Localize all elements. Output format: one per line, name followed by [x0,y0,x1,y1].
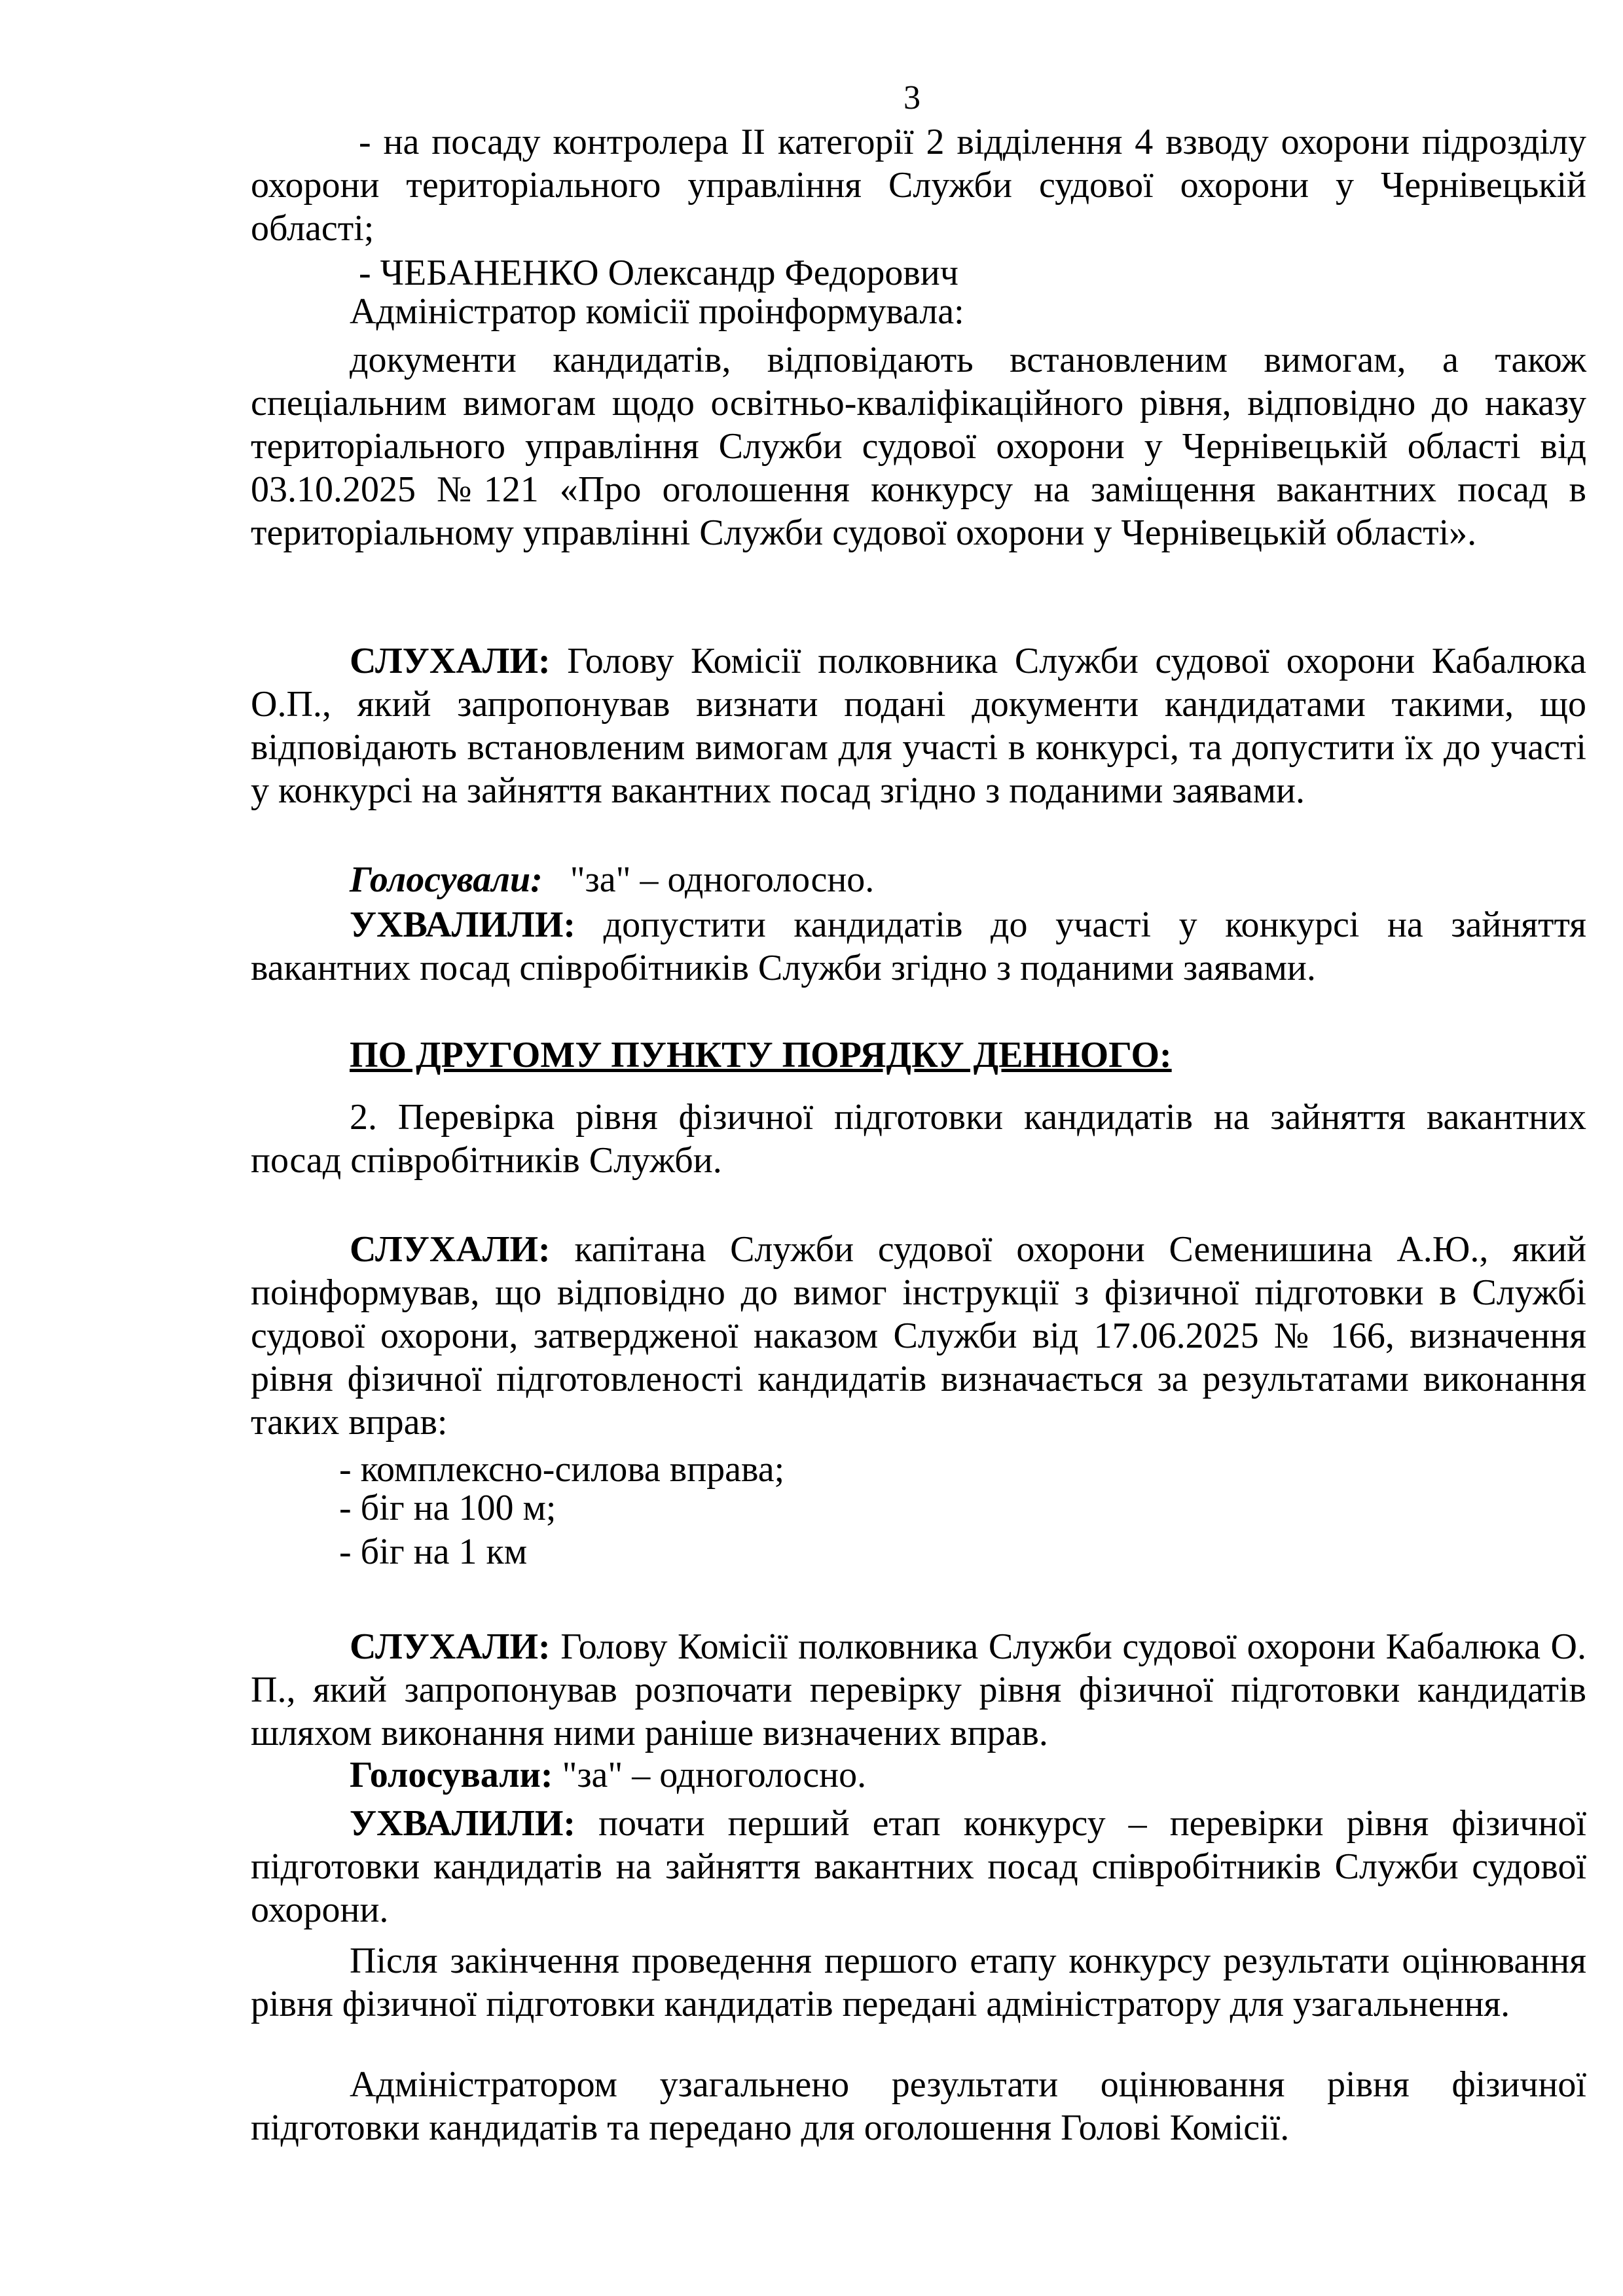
heard-label: СЛУХАЛИ: [350,641,551,681]
admin-informed: Адміністратор комісії проінформувала: [350,291,964,332]
heard-text: Голову Комісії полковника Служби судової охорони Кабалюка О.П., який запропонував визнати подані документи кандидатами такими, що відповідають встановленим вимогам для участі в конкурсі, та допустити їх до участі у конкурсі на зайняття вакантних посад згідно з поданими заявами. [251,641,1586,811]
heard-text: Голову Комісії полковника Служби судової охорони Кабалюка О. П., який запропонував розпочати перевірку рівня фізичної підготовки кандидатів шляхом виконання ними раніше визначених вправ. [251,1626,1586,1753]
resolved-label: УХВАЛИЛИ: [350,905,576,945]
resolved-text: допустити кандидатів до участі у конкурсі на зайняття вакантних посад співробітників Служби згідно з поданими заявами. [251,905,1586,988]
after-stage-paragraph: Після закінчення проведення першого етапу конкурсу результати оцінювання рівня фізичної підготовки кандидатів передані адміністратору для узагальнення. [251,1941,1586,2024]
exercise-item: - комплексно-силова вправа; [339,1449,785,1490]
voted-text: "за" – одноголосно. [553,1755,867,1795]
heard-paragraph-2 [251,1228,1586,1444]
voted-paragraph-2 [251,1753,1586,1797]
heard-paragraph-1 [251,639,1586,812]
voted-text: "за" – одноголосно. [542,859,875,900]
documents-paragraph: документи кандидатів, відповідають встановленим вимогам, а також спеціальним вимогам щодо освітньо-кваліфікаційного рівня, відповідно до наказу територіального управління Служби судової охорони у Чернівецькій області від 03.10.2025 №121 «Про оголошення конкурсу на заміщення вакантних посад в територіальному управлінні Служби судової охорони у Чернівецькій області». [251,340,1586,553]
voted-label: Голосували: [350,859,543,900]
heard-text: капітана Служби судової охорони Семенишина А.Ю., який поінформував, що відповідно до вимог інструкції з фізичної підготовки в Службі судової охорони, затвердженої наказом Служби від 17.06.2025 № 166, визначення рівня фізичної підготовленості кандидатів визначається за результатами виконання таких вправ: [251,1229,1586,1443]
candidate-position-item: - на посаду контролера ІІ категорії 2 відділення 4 взводу охорони підрозділу охорони територіального управління Служби судової охорони у Чернівецькій області; [251,122,1586,249]
voted-paragraph-1 [251,858,1586,901]
resolved-text: почати перший етап конкурсу – перевірки рівня фізичної підготовки кандидатів на зайняття вакантних посад співробітників Служби судової охорони. [251,1803,1586,1930]
page-number: 3 [903,79,921,117]
voted-label: Голосували: [350,1755,553,1795]
agenda-item-2: 2. Перевірка рівня фізичної підготовки кандидатів на зайняття вакантних посад співробітників Служби. [251,1097,1586,1181]
heard-label: СЛУХАЛИ: [350,1229,551,1270]
resolved-label: УХВАЛИЛИ: [350,1803,576,1844]
exercise-item: - біг на 1 км [339,1532,528,1572]
heard-paragraph-3 [251,1625,1586,1755]
admin-summary-paragraph: Адміністратором узагальнено результати оцінювання рівня фізичної підготовки кандидатів та передано для оголошення Голові Комісії. [251,2064,1586,2148]
resolved-paragraph-1 [251,903,1586,990]
candidate-name-item: - ЧЕБАНЕНКО Олександр Федорович [359,253,958,293]
heard-label: СЛУХАЛИ: [350,1626,551,1667]
exercise-item: - біг на 100 м; [339,1488,556,1528]
section-heading [251,1033,1586,1077]
resolved-paragraph-2 [251,1802,1586,1931]
heading-text: ПО ДРУГОМУ ПУНКТУ ПОРЯДКУ ДЕННОГО: [350,1035,1172,1075]
